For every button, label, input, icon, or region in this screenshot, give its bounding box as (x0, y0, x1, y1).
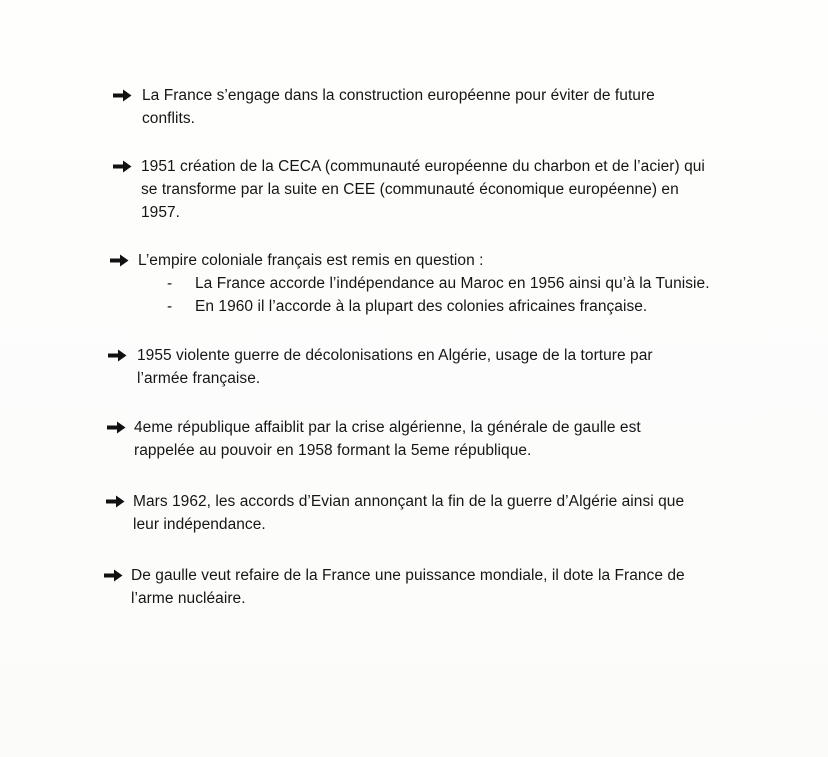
right-arrow-icon (113, 155, 133, 178)
bullet-text-line: L’empire coloniale français est remis en question : (138, 252, 484, 269)
sub-item-text: En 1960 il l’accorde à la plupart des colonies africaines française. (195, 298, 648, 315)
sub-item-1 (167, 272, 767, 295)
bullet-text-line: La France s’engage dans la construction européenne pour éviter de future (142, 87, 655, 104)
right-arrow-icon (110, 249, 130, 272)
dash-marker: - (167, 298, 173, 315)
bullet-text-line: 4eme république affaiblit par la crise algérienne, la générale de gaulle est (134, 419, 641, 436)
bullet-text-line: 1955 violente guerre de décolonisations en Algérie, usage de la torture par (137, 347, 653, 364)
bullet-text-line: rappelée au pouvoir en 1958 formant la 5eme république. (134, 442, 532, 459)
bullet-text-line: l’armée française. (137, 370, 261, 387)
bullet-item-3 (110, 249, 767, 318)
sub-item-text: La France accorde l’indépendance au Maroc en 1956 ainsi qu’à la Tunisie. (195, 275, 710, 292)
bullet-text-line: Mars 1962, les accords d’Evian annonçant la fin de la guerre d’Algérie ainsi que (133, 493, 685, 510)
right-arrow-icon (104, 564, 124, 587)
bullet-text-line: leur indépendance. (133, 516, 266, 533)
bullet-text-line: l’arme nucléaire. (131, 590, 246, 607)
bullet-text-line: De gaulle veut refaire de la France une puissance mondiale, il dote la France de (131, 567, 685, 584)
right-arrow-icon (107, 416, 127, 439)
bullet-item-1 (113, 84, 655, 130)
bullet-text-line: se transforme par la suite en CEE (communauté économique européenne) en (141, 181, 679, 198)
bullet-item-6 (106, 490, 684, 536)
right-arrow-icon (113, 84, 133, 107)
sub-item-2 (167, 295, 767, 318)
bullet-text-line: 1951 création de la CECA (communauté européenne du charbon et de l’acier) qui (141, 158, 705, 175)
bullet-text-line: 1957. (141, 204, 181, 221)
bullet-text-line: conflits. (142, 110, 195, 127)
right-arrow-icon (106, 490, 126, 513)
bullet-item-7 (104, 564, 685, 610)
right-arrow-icon (108, 344, 128, 367)
bullet-item-4 (108, 344, 653, 390)
bullet-item-2 (113, 155, 705, 224)
dash-marker: - (167, 275, 173, 292)
bullet-item-5 (107, 416, 641, 462)
